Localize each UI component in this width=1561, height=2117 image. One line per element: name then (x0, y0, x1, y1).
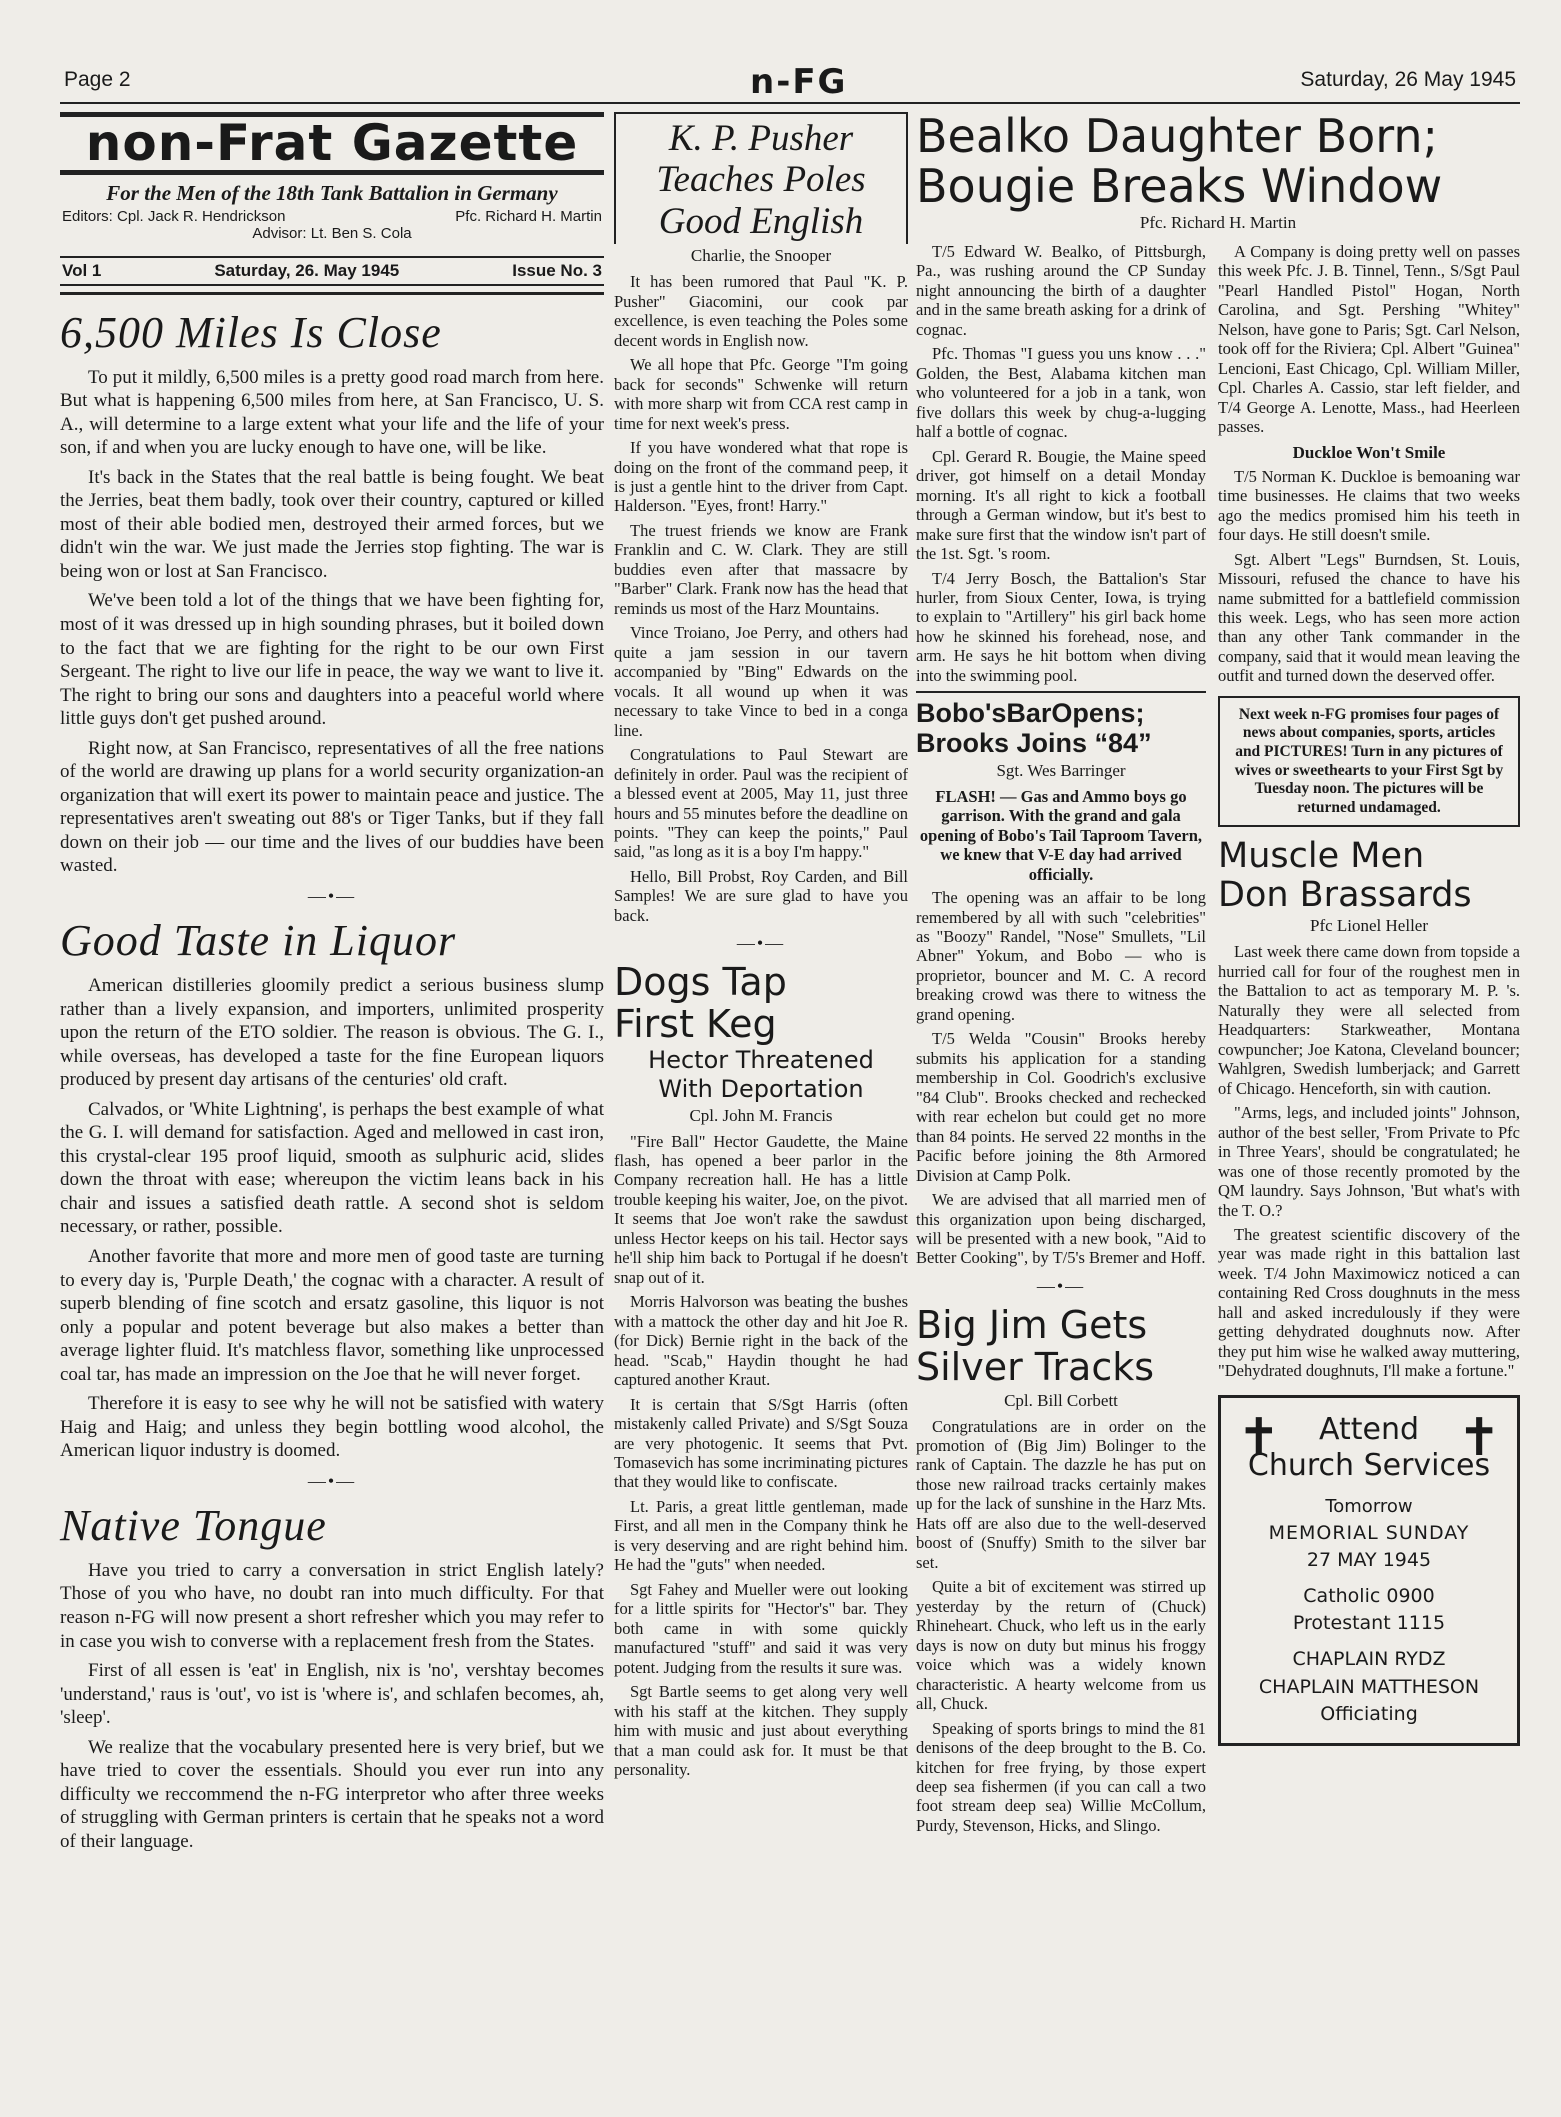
paragraph: Vince Troiano, Joe Perry, and others had quite a jam session in our tavern accompanied by "Bing" Edwards on the vocals. It all wound up when it was necessary to take Vince to bed in a conga line. (614, 623, 908, 740)
paragraph: Lt. Paris, a great little gentleman, made First, and all men in the Company think he is very deserving and are right behind him. He had the "guts" when needed. (614, 1496, 908, 1575)
headline-box (614, 112, 908, 244)
paragraph: Sgt Fahey and Mueller were out looking for a little spirits for "Hector's" bar. They both came in with some quickly manufactured "stuff" and said it was very potent. Judging from the results it sure was. (614, 1579, 908, 1677)
chaplain-1: CHAPLAIN RYDZ (1292, 1648, 1446, 1670)
article-muscle-men (1218, 837, 1520, 1380)
article-title: Bealko Daughter Born; (916, 109, 1439, 163)
article-title: Good Taste in Liquor (60, 915, 457, 965)
paragraph: Therefore it is easy to see why he will not be satisfied with watery Haig and Haig; and unless they begin bottling wood alcohol, the American liquor industry is doomed. (60, 1393, 604, 1462)
byline: Pfc Lionel Heller (1309, 916, 1428, 936)
paragraph: Right now, at San Francisco, representatives of all the free nations of the world are drawing up plans for a world security organization-an organization that will exert its power to maintain peace and justice. The representatives aren't sweating out 88's or Tiger Tanks, but if they fall down on their job — our time and the lives of our buddies have been wasted. (60, 737, 604, 877)
column-2 (614, 112, 908, 1785)
volume: Vol 1 (62, 260, 102, 280)
paragraph: If you have wondered what that rope is doing on the front of the command peep, it is just a gentle hint to the driver from Capt. Halderson. "Eyes, front! Harry." (614, 438, 908, 516)
article-miles (60, 307, 604, 878)
service-date: 27 MAY 1945 (1306, 1549, 1432, 1572)
attend-text: Attend (1318, 1411, 1420, 1447)
next-week-notice: Next week n-FG promises four pages of news about companies, sports, articles and PICTURES! Turn in any pictures of wives or sweethearts to your First Sgt by Tuesday noon. The pictures will be returned undamaged. (1218, 696, 1520, 828)
article-title: Silver Tracks (916, 1344, 1155, 1389)
paragraph: American distilleries gloomily predict a serious business slump rather than a lively expansion, and importers, unlimited prosperity upon the return of the ETO soldier. The reason is obvious. The G. I., while overseas, has developed a taste for the fine European liquors produced by present day artisans of the centuries' old craft. (60, 974, 604, 1091)
paragraph: Calvados, or 'White Lightning', is perhaps the best example of what the G. I. will demand for satisfaction. Aged and mellowed in cast iron, this crystal-clear 195 proof liquid, smooth as sulphuric acid, slides down the throat with ease; whereupon the victim leans back in his chair and issues a satisfied death rattle. A second shot is seldom necessary, or rather, possible. (60, 1098, 604, 1238)
masthead-short: n-FG (750, 62, 848, 102)
paragraph: Congratulations are in order on the promotion of (Big Jim) Bolinger to the rank of Captain. The dazzle he has put on those new railroad tracks certainly makes up for the lack of sunshine in the Harz Mts. Hats off are also due to the well-deserved boost of (Snuffy) Smith to the silver bar set. (916, 1416, 1206, 1572)
newspaper-subtitle: For the Men of the 18th Tank Battalion in Germany (106, 180, 558, 205)
section-divider: —•— (307, 885, 357, 906)
paragraph: The greatest scientific discovery of the year was made right in this battalion last week. T/4 John Maximowicz noticed a can containing Red Cross doughnuts in the mess hall and asked incredulously if they were getting dehydrated doughnuts now. After they put him wise he walked away muttering, "Dehydrated doughnuts, I'll make a fortune." (1218, 1224, 1520, 1381)
paragraph: T/5 Edward W. Bealko, of Pittsburgh, Pa., was rushing around the CP Sunday night announcing the birth of a daughter and in the same breath asking for a drink of cognac. (916, 242, 1206, 339)
officiating: Officiating (1320, 1703, 1418, 1726)
paragraph: Congratulations to Paul Stewart are definitely in order. Paul was the recipient of a blessed event at 2005, May 11, just three hours and 55 minutes before the deadline on points. "They can keep the points," Paul said, "as long as it is a boy I'm happy." (614, 745, 908, 862)
article-bobo (916, 699, 1206, 1268)
paragraph: Morris Halvorson was beating the bushes with a mattock the other day and hit Joe R. (for Dick) Bernie right in the back of the head. "Scab," Haydin thought he had captured another Kraut. (614, 1292, 908, 1390)
article-title: Brooks Joins “84” (916, 728, 1152, 758)
article-kp-pusher (614, 112, 908, 925)
article-subtitle: Hector Threatened (648, 1045, 874, 1074)
protestant-time: Protestant 1115 (1292, 1612, 1446, 1635)
paragraph: T/5 Norman K. Duckloe is bemoaning war time businesses. He claims that two weeks ago the medics promised him his teeth in four days. He still doesn't smile. (1218, 466, 1520, 545)
issue-number: Issue No. 3 (512, 260, 602, 280)
paragraph: "Fire Ball" Hector Gaudette, the Maine flash, has opened a beer parlor in the Company recreation hall. He has a little trouble keeping his waiter, Joe, on the pivot. It seems that Joe won't rake the sawdust unless Hector keeps on his tail. Hector says he'll ship him back to Portugal if he doesn't snap out of it. (614, 1131, 908, 1287)
memorial-sunday: MEMORIAL SUNDAY (1268, 1521, 1470, 1544)
page-header (60, 64, 1520, 104)
paragraph: It's back in the States that the real battle is being fought. We beat the Jerries, beat them badly, took over their country, captured or killed most of their able bodied men, destroyed their armed forces, but we didn't win the war. We just made the Jerries stop fighting. The war is being won or lost at San Francisco. (60, 466, 604, 582)
paragraph: We've been told a lot of the things that we have been fighting for, most of it was dressed up in high sounding phrases, but it boiled down to the fact that we are fighting for the right to be our own First Sergeant. The right to live our life in peace, the way we want to live it. The right to bring our sons and daughters into a peaceful world where little guys don't get pushed around. (60, 590, 604, 730)
byline: Sgt. Wes Barringer (996, 760, 1126, 780)
paragraph: Quite a bit of excitement was stirred up yesterday by the return of (Chuck) Rhineheart. Chuck, who left us in the early days is now on duty but minus his froggy voice which was a widely known characteristic. A hearty welcome from us all, Chuck. (916, 1577, 1206, 1714)
paragraph: Sgt Bartle seems to get along very well with his staff at the kitchen. They supply him with music and just about everything that a man could ask for. It must be that personality. (614, 1682, 908, 1780)
article-dogs-tap (614, 962, 908, 1779)
section-divider: —•— (307, 1470, 357, 1491)
paragraph: The truest friends we know are Frank Franklin and C. W. Clark. They are still buddies even after that massacre by "Barber" Clark. Frank now has the head that reminds us most of the Harz Mountains. (614, 520, 908, 618)
paragraph: It is certain that S/Sgt Harris (often mistakenly called Private) and S/Sgt Souza are very photogenic. It seems that Pvt. Tomasevich has some incriminating pictures that they would like to confiscate. (614, 1394, 908, 1492)
byline: Pfc. Richard H. Martin (1139, 213, 1297, 233)
section-divider: —•— (1036, 1275, 1086, 1296)
advisor-line: Advisor: Lt. Ben S. Cola (252, 224, 412, 242)
article-subtitle: With Deportation (658, 1074, 864, 1103)
editor-1: Editors: Cpl. Jack R. Hendrickson (62, 207, 286, 225)
paragraph: Sgt. Albert "Legs" Burndsen, St. Louis, Missouri, refused the chance to have his name submitted for a battlefield commission this week. Legs, who has seen more action than any other Tank commander in the company, said that it would mean leaving the outfit and turned down the deserved offer. (1218, 549, 1520, 686)
paragraph: We realize that the vocabulary presented here is very brief, but we have tried to cover the essentials. Should you ever run into any difficulty we reccommend the n-FG interpretor who after three weeks of struggling with German printers is certain that he speaks not a word of their language. (60, 1736, 604, 1852)
paragraph: "Arms, legs, and included joints" Johnson, author of the best seller, 'From Private to Pfc in Three Years', should be congratulated; he was one of those recently promoted by the QM laundry. Says Johnson, 'But what's with the T. O.? (1218, 1103, 1520, 1220)
editor-2: Pfc. Richard H. Martin (455, 207, 602, 225)
article-title: Good English (658, 200, 864, 242)
byline: Cpl. John M. Francis (689, 1105, 833, 1125)
bealko-headline (916, 109, 1520, 239)
paragraph: Pfc. Thomas "I guess you uns know . . ." Golden, the Best, Alabama kitchen man who volunteered for a job in a tank, won five dollars this week by chug-a-lugging half a bottle of cognac. (916, 344, 1206, 442)
volume-bar (60, 256, 604, 286)
rule (916, 691, 1206, 693)
church-services-title: Church Services (1247, 1447, 1491, 1483)
article-big-jim (916, 1302, 1206, 1835)
flash-lead: FLASH! — Gas and Ammo boys go garrison. With the grand and gala opening of Bobo's Tail Taproom Tavern, we knew that V-E day had arrived officially. (919, 786, 1203, 884)
catholic-time: Catholic 0900 (1303, 1584, 1435, 1607)
article-bealko-cont (1218, 242, 1520, 686)
article-liquor (60, 915, 604, 1463)
article-title: Big Jim Gets (916, 1302, 1148, 1347)
chaplain-2: CHAPLAIN MATTHESON (1258, 1675, 1480, 1698)
subhead: Duckloe Won't Smile (1292, 442, 1446, 462)
byline: Charlie, the Snooper (690, 246, 832, 266)
tomorrow: Tomorrow (1325, 1495, 1413, 1517)
article-title: Muscle Men (1218, 836, 1425, 877)
paragraph: Another favorite that more and more men of good taste are turning to every day is, 'Purple Death,' the cognac with a character. A result of superb blending of fine scotch and ersatz gasoline, this liquor is not only a popular and potent beverage but also makes a better than average lighter fluid. It's matchless flavor, something like unprocessed coal tar, has made an impression on the Joe that he will never forget. (60, 1246, 604, 1385)
article-tongue (60, 1500, 604, 1854)
column-3 (916, 242, 1206, 1840)
paragraph: It has been rumored that Paul "K. P. Pusher" Giacomini, our cook par excellence, is even teaching the Poles some decent words in English now. (614, 272, 908, 350)
article-title: Bobo'sBarOpens; (916, 698, 1145, 729)
editors-line (60, 208, 604, 225)
byline: Cpl. Bill Corbett (1004, 1390, 1118, 1410)
article-bealko (916, 242, 1206, 685)
paragraph: The opening was an affair to be long remembered by all with such "celebrities" as "Boozy" Randel, "Nose" Smullets, "Lil Abner" Yokum, and Bobo — who is proprietor, bouncer and M. C. A record breaking crowd was there to witness the grand opening. (916, 888, 1206, 1024)
column-1 (60, 112, 604, 1859)
paragraph: First of all essen is 'eat' in English, nix is 'no', vershtay becomes 'understand,' raus is 'out', vo ist is 'where is', and schlafen becomes, ah, 'sleep'. (60, 1660, 604, 1729)
church-services-box (1218, 1395, 1520, 1746)
paragraph: T/5 Welda "Cousin" Brooks hereby submits his application for a standing membership in Col. Goodrich's exclusive "84 Club". Brooks checked and rechecked with rear echelon but could get no more than 84 points. He served 22 months in the Pacific before joining the 8th Armored Division at Camp Polk. (916, 1029, 1206, 1185)
paragraph: T/4 Jerry Bosch, the Battalion's Star hurler, from Sioux Center, Iowa, is trying to explain to "Artillery" his girl back home how he skinned his forehead, nose, and arm. He says he hit bottom when diving into the swimming pool. (916, 568, 1206, 685)
newspaper-title: non-Frat Gazette (60, 112, 604, 175)
page-number: Page 2 (64, 68, 131, 91)
article-title: Bougie Breaks Window (916, 158, 1443, 213)
article-title: Native Tongue (60, 1500, 327, 1550)
header-date: Saturday, 26 May 1945 (1300, 68, 1516, 91)
paragraph: A Company is doing pretty well on passes this week Pfc. J. B. Tinnel, Tenn., S/Sgt Paul "Pearl Handled Pistol" Hogan, North Carolina, and Sgt. Pershing "Whitey" Nelson, have gone to Paris; Sgt. Carl Nelson, took off for the Riviera; Cpl. Albert "Guinea" Lencioni, East Chicago, Cpl. William Miller, Cpl. Charles A. Cassio, star left fielder, and T/4 George A. Lenotte, Mass., had Heerleen passes. (1218, 242, 1520, 437)
article-title: Teaches Poles (656, 159, 866, 201)
paragraph: We are advised that all married men of this organization upon being discharged, will be presented with a new book, "Aid to Better Cooking", by T/5's Bremer and Hoff. (916, 1190, 1206, 1268)
column-4 (1218, 242, 1520, 1746)
issue-date: Saturday, 26. May 1945 (214, 260, 400, 280)
article-title: 6,500 Miles Is Close (60, 307, 442, 357)
newspaper-flag (60, 112, 604, 295)
article-title: Dogs Tap (614, 960, 787, 1005)
paragraph: Hello, Bill Probst, Roy Carden, and Bill Samples! We are sure glad to have you back. (614, 866, 908, 925)
article-title: Don Brassards (1218, 874, 1472, 915)
paragraph: Cpl. Gerard R. Bougie, the Maine speed driver, got himself on a detail Monday morning. It's all right to kick a football through a German window, but it's best to make sure first that the window isn't part of the 1st. Sgt. 's room. (916, 446, 1206, 564)
cross-icon: ✝ (1237, 1407, 1281, 1468)
paragraph: Have you tried to carry a conversation in strict English lately? Those of you who have, no doubt ran into much difficulty. For that reason n-FG will now present a short refresher which you may refer to in case you wish to converse with a replacement fresh from the States. (60, 1559, 604, 1652)
paragraph: We all hope that Pfc. George "I'm going back for seconds" Schwenke will return with more sharp wit from CCA rest camp in time for next week's press. (614, 355, 908, 433)
paragraph: To put it mildly, 6,500 miles is a pretty good road march from here. But what is happening 6,500 miles from here, at San Francisco, U. S. A., will determine to a large extent what your life and the life of your son, if and when you are lucky enough to have one, will be like. (60, 366, 604, 459)
paragraph: Speaking of sports brings to mind the 81 denisons of the deep brought to the B. Co. kitchen for free frying, by those expert deep sea fishermen (if you can call a two foot stream deep sea) Willie McCollum, Purdy, Stevenson, Hicks, and Slingo. (916, 1718, 1206, 1835)
article-title: First Keg (614, 1002, 777, 1047)
section-divider: —•— (736, 933, 786, 954)
cross-icon: ✝ (1457, 1407, 1501, 1468)
article-title: K. P. Pusher (668, 118, 854, 159)
paragraph: Last week there came down from topside a hurried call for four of the roughest men in the Battalion to act as temporary M. P. 's. Naturally they were all selected from Headquarters: Starkweather, Montana cowpuncher; Joe Katona, Cleveland bouncer; Wahlgren, Swedish lumberjack; and Garrett of Chicago. Henceforth, sin with caution. (1218, 942, 1520, 1098)
